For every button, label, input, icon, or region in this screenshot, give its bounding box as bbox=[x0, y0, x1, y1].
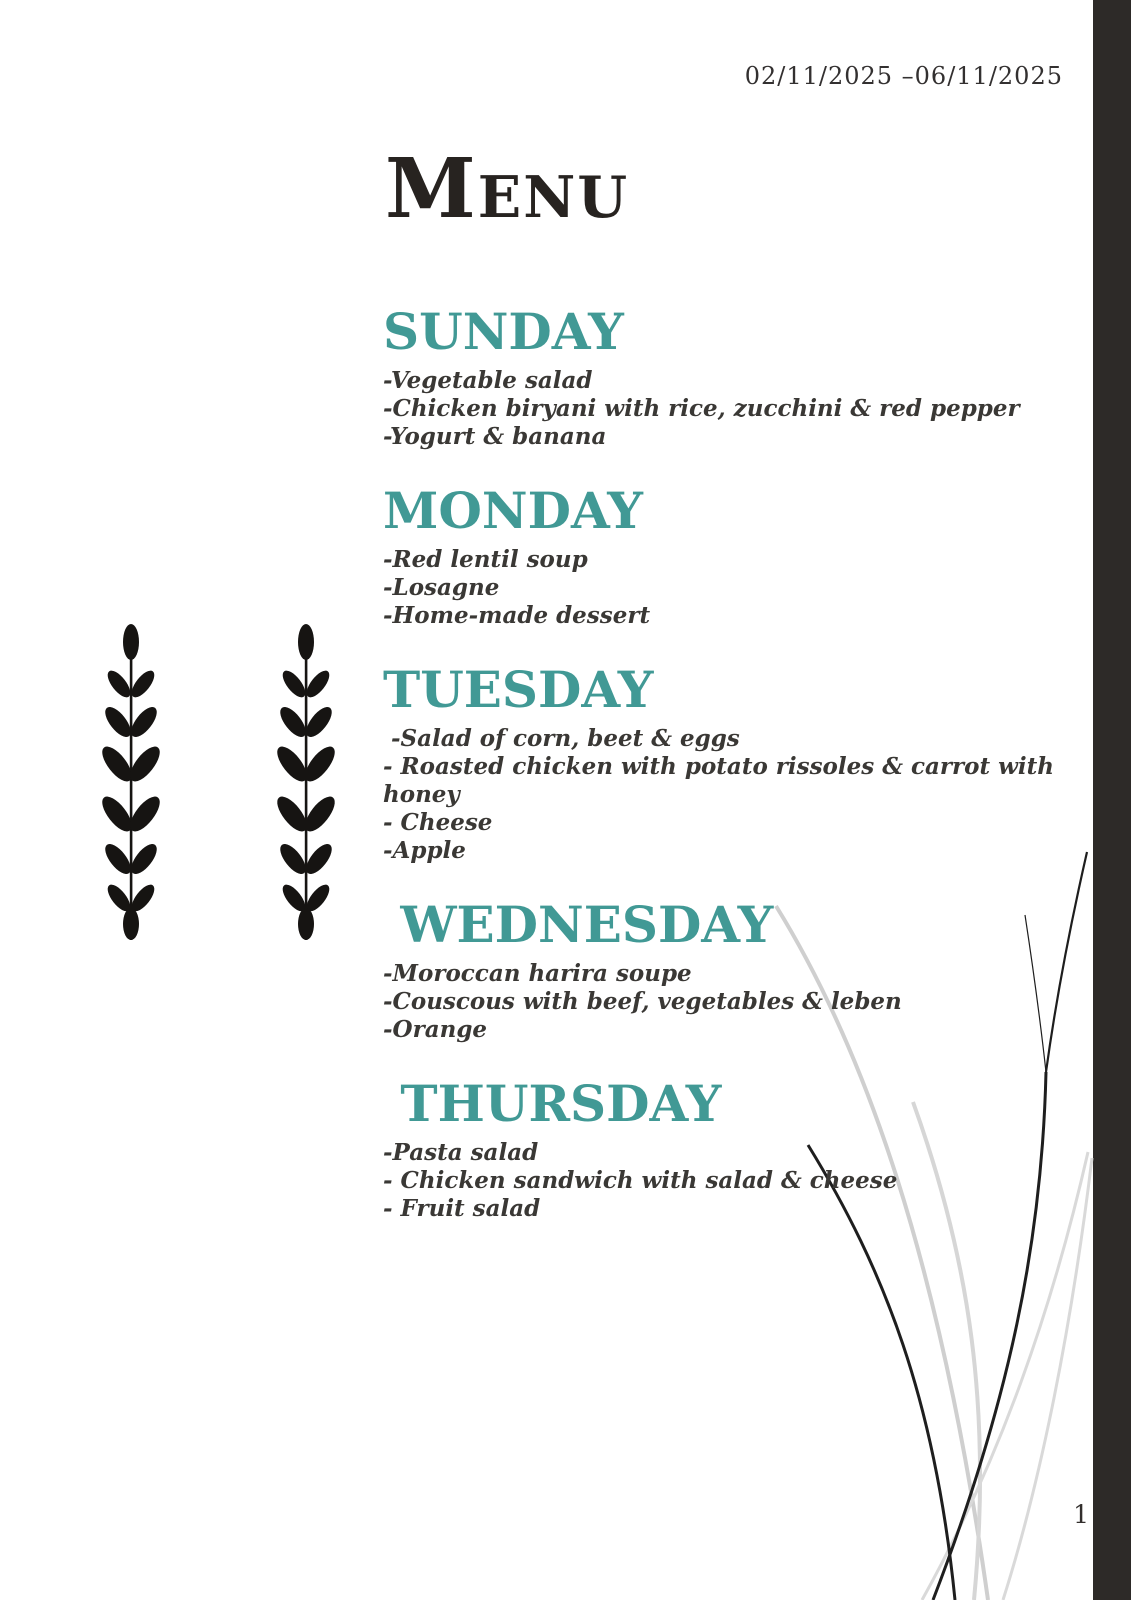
day-section-tuesday bbox=[383, 662, 1063, 865]
day-heading: SUNDAY bbox=[383, 302, 624, 361]
day-section-sunday bbox=[383, 304, 1063, 451]
menu-item: -Chicken biryani with rice, zucchini & red pepper bbox=[383, 395, 1020, 422]
page-title: Menu bbox=[385, 141, 630, 237]
menu-item: -Moroccan harira soupe bbox=[383, 960, 692, 987]
day-heading: WEDNESDAY bbox=[383, 895, 774, 954]
menu-item: -Couscous with beef, vegetables & leben bbox=[383, 988, 902, 1015]
menu-item: -Orange bbox=[383, 1016, 488, 1043]
menu-item: -Apple bbox=[383, 837, 466, 864]
menu-item: -Home-made dessert bbox=[383, 602, 651, 629]
page-number: 1 bbox=[1073, 1500, 1089, 1529]
menu-item: -Pasta salad bbox=[383, 1139, 539, 1166]
day-items bbox=[383, 960, 1063, 1044]
menu-item: - Cheese bbox=[383, 809, 493, 836]
day-section-wednesday bbox=[383, 897, 1063, 1044]
day-heading: MONDAY bbox=[383, 481, 643, 540]
menu-item: - Chicken sandwich with salad & cheese bbox=[383, 1167, 898, 1194]
menu-sections bbox=[383, 304, 1063, 1255]
leaf-branch-icon bbox=[96, 622, 166, 948]
menu-item: -Yogurt & banana bbox=[383, 423, 607, 450]
day-section-thursday bbox=[383, 1076, 1063, 1223]
day-items bbox=[383, 1139, 1063, 1223]
day-heading: TUESDAY bbox=[383, 660, 654, 719]
date-range: 02/11/2025 –06/11/2025 bbox=[744, 62, 1063, 90]
day-items bbox=[383, 725, 1063, 865]
menu-item: -Salad of corn, beet & eggs bbox=[383, 725, 740, 752]
leaf-branch-icon bbox=[271, 622, 341, 948]
day-heading: THURSDAY bbox=[383, 1074, 722, 1133]
day-items bbox=[383, 546, 1063, 630]
menu-item: - Fruit salad bbox=[383, 1195, 541, 1222]
menu-item: - Roasted chicken with potato rissoles & carrot with honey bbox=[383, 753, 1062, 808]
menu-item: -Red lentil soup bbox=[383, 546, 588, 573]
day-items bbox=[383, 367, 1063, 451]
day-section-monday bbox=[383, 483, 1063, 630]
menu-item: -Losagne bbox=[383, 574, 500, 601]
menu-item: -Vegetable salad bbox=[383, 367, 593, 394]
